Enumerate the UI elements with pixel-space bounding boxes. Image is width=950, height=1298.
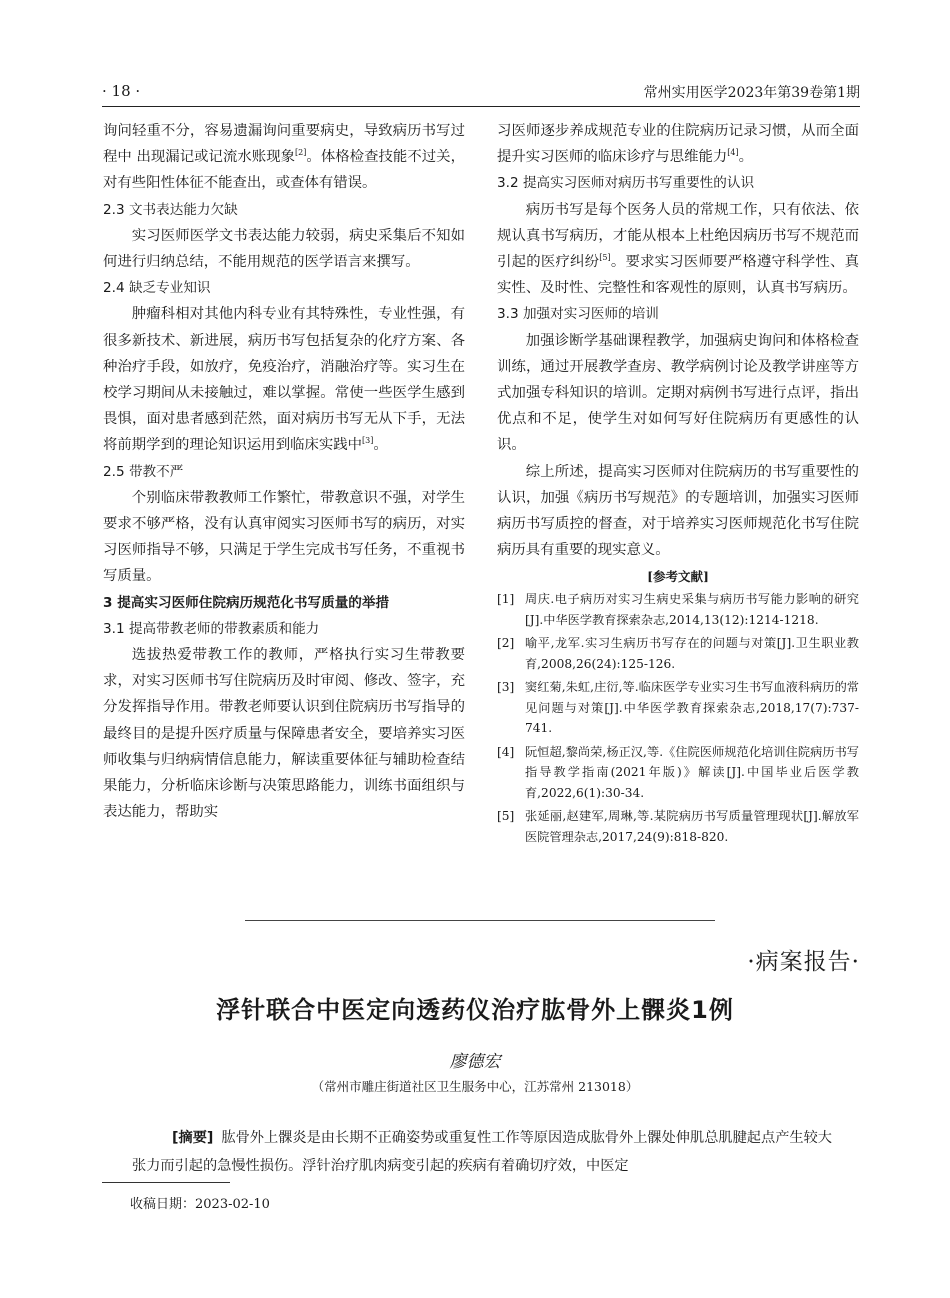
reference-text: 张延丽,赵建军,周琳,等.某院病历书写质量管理现状[J].解放军医院管理杂志,2017,24(9):818-820. [525,809,859,844]
subsection-heading [497,170,859,196]
right-column [497,118,859,850]
paragraph [103,485,465,590]
reference-item [497,742,859,804]
reference-item [497,633,859,674]
paragraph-text: 询问轻重不分，容易遗漏询问重要病史，导致病历书写过程中 出现漏记或记流水账现象 [103,123,465,166]
paragraph-text: 。 [373,437,388,454]
paragraph-text: 3.1 提高带教老师的带教素质和能力 [103,620,320,637]
paragraph [497,197,859,302]
reference-number: [3] [497,680,515,695]
paragraph-text: 2.5 带教不严 [103,463,184,480]
paragraph-text: 病历书写是每个医务人员的常规工作，只有依法、依规认真书写病历，才能从根本上杜绝因病历书写不规范而引起的医疗纠纷 [497,201,859,271]
references-title: [参考文献] [647,569,709,585]
paragraph-text: 习医师逐步养成规范专业的住院病历记录习惯，从而全面提升实习医师的临床诊疗与思维能力 [497,123,859,166]
subsection-heading [103,459,465,485]
references-list [497,589,859,847]
reference-item [497,677,859,739]
left-column [103,118,465,825]
received-date: 收稿日期：2023-02-10 [130,1197,270,1212]
paragraph-text: 2.3 文书表达能力欠缺 [103,201,238,218]
paragraph [103,301,465,458]
paragraph-text: 。 [738,149,754,166]
paragraph-text: 肿瘤科相对其他内科专业有其特殊性，专业性强，有很多新技术、新进展，病历书写包括复杂的化疗方案、各种治疗手段，如放疗，免疫治疗，消融治疗等。实习生在校学习期间从未接触过，难以掌握。常使一些医学生感到畏惧，面对患者感到茫然，面对病历书写无从下手，无法将前期学到的理论知识运用到临床实践中 [103,306,465,454]
article-title: 浮针联合中医定向透药仪治疗肱骨外上髁炎1例 [216,996,734,1024]
paragraph-text: 加强诊断学基础课程教学，加强病史询问和体格检查训练，通过开展教学查房、教学病例讨论及教学讲座等方式加强专科知识的培训。定期对病例书写进行点评，指出优点和不足，使学生对如何写好住院病历有更感性的认识。 [497,332,859,454]
paragraph-text: 3.3 加强对实习医师的培训 [497,306,659,323]
paragraph-text: 选拔热爱带教工作的教师，严格执行实习生带教要求，对实习医师书写住院病历及时审阅、修改、签字，充分发挥指导作用。带教老师要认识到住院病历书写指导的最终目的是提升医疗质量与保障患者安全，要培养实习医师收集与归纳病情信息能力，解读重要体征与辅助检查结果能力，分析临床诊断与决策思路能力，训练书面组织与表达能力，帮助实 [103,647,465,821]
affiliation: （常州市雕庄街道社区卫生服务中心，江苏常州 213018） [311,1079,639,1094]
paragraph [103,642,465,825]
reference-text: 喻平,龙军.实习生病历书写存在的问题与对策[J].卫生职业教育,2008,26(24):125-126. [525,636,859,671]
reference-number: [1] [497,592,515,607]
reference-text: 周庆.电子病历对实习生病史采集与病历书写能力影响的研究[J].中华医学教育探索杂志,2014,13(12):1214-1218. [525,592,859,627]
author: 廖德宏 [449,1052,501,1072]
reference-text: 窦红菊,朱虹,庄衍,等.临床医学专业实习生书写血液科病历的常见问题与对策[J].中华医学教育探索杂志,2018,17(7):737-741. [525,680,859,736]
abstract-text: 肱骨外上髁炎是由长期不正确姿势或重复性工作等原因造成肱骨外上髁处伸肌总肌腱起点产生较大张力而引起的急慢性损伤。浮针治疗肌肉病变引起的疾病有着确切疗效，中医定 [132,1130,832,1174]
paragraph [103,118,465,197]
reference-text: 阮恒超,黎尚荣,杨正汉,等.《住院医师规范化培训住院病历书写指导教学指南(2021年版)》解读[J].中国毕业后医学教育,2022,6(1):30-34. [525,744,859,800]
subsection-heading [103,275,465,301]
paragraph-text: 3.2 提高实习医师对病历书写重要性的认识 [497,175,755,192]
abstract [132,1124,832,1180]
footnote-rule [102,1182,230,1183]
paragraph-text: 2.4 缺乏专业知识 [103,280,211,297]
section-label: ·病案报告· [747,949,860,975]
citation-marker: [4] [727,148,739,158]
citation-marker: [2] [295,148,307,158]
abstract-label: [摘要] [172,1130,214,1146]
subsection-heading [497,301,859,327]
paragraph [497,459,859,564]
paragraph-text: 个别临床带教教师工作繁忙，带教意识不强，对学生要求不够严格，没有认真审阅实习医师书写的病历，对实习医师指导不够，只满足于学生完成书写任务，不重视书写质量。 [103,489,465,585]
reference-number: [5] [497,809,515,824]
reference-item [497,806,859,847]
paragraph-text: 3 提高实习医师住院病历规范化书写质量的举措 [103,594,390,611]
paragraph-text: 实习医师医学文书表达能力较弱，病史采集后不知如何进行归纳总结，不能用规范的医学语言来撰写。 [103,227,465,271]
header-rule [102,106,860,107]
citation-marker: [5] [599,253,611,263]
reference-item [497,589,859,630]
paragraph-text: 。体格检查技能不过关，对有些阳性体征不能查出，或查体有错误。 [103,149,465,192]
reference-number: [2] [497,636,515,651]
citation-marker: [3] [362,436,374,446]
paragraph-text: 综上所述，提高实习医师对住院病历的书写重要性的认识，加强《病历书写规范》的专题培训，加强实习医师病历书写质控的督查，对于培养实习医师规范化书写住院病历具有重要的现实意义。 [497,463,859,559]
paragraph [497,118,859,170]
paragraph [497,328,859,459]
reference-number: [4] [497,744,515,759]
subsection-heading [103,197,465,223]
journal-info: 常州实用医学2023年第39卷第1期 [643,85,860,101]
page-number: · 18 · [102,82,141,100]
paragraph-text: 。要求实习医师要严格遵守科学性、真实性、及时性、完整性和客观性的原则，认真书写病历。 [497,254,859,297]
section-heading [103,590,465,616]
section-divider [245,920,715,921]
right-column-body [497,118,859,563]
paragraph [103,223,465,275]
subsection-heading [103,616,465,642]
